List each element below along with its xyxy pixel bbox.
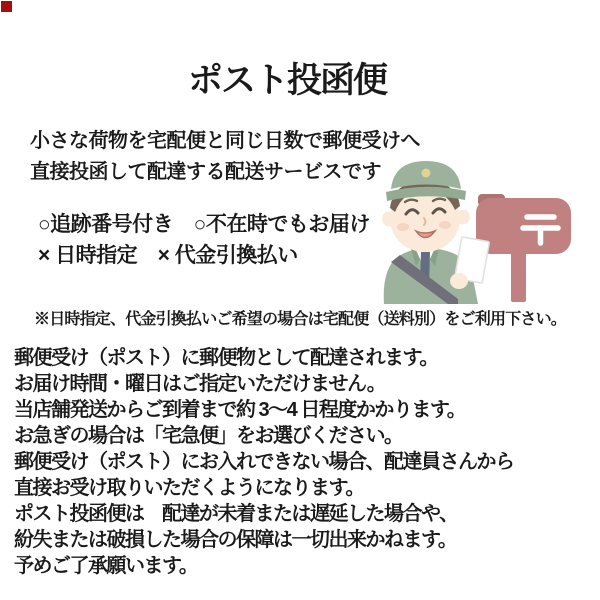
delivery-details-line: 郵便受け（ポスト）に郵便物として配達されます。: [14, 347, 438, 369]
delivery-details-line: 予めご了承願います。: [14, 555, 198, 577]
feature-line-excluded: × 日時指定 × 代金引換払い: [38, 244, 298, 267]
page-title: ポスト投函便: [187, 61, 386, 100]
delivery-details-line: お届け時間・曜日はご指定いただけません。: [14, 373, 386, 395]
postal-worker: [382, 161, 489, 304]
feature-line-included: ○追跡番号付き ○不在時でもお届け: [38, 213, 370, 236]
postal-worker-mailbox-illustration: [378, 156, 578, 304]
delivery-details-line: お急ぎの場合は「宅急便」をお選びください。: [14, 425, 403, 447]
cap-emblem: [422, 169, 431, 178]
worker-hand: [450, 273, 468, 289]
service-description-line: 小さな荷物を宅配便と同じ日数で郵便受けへ: [30, 130, 420, 152]
delivery-details-line: ポスト投函便は 配達が未着または遅延した場合や、: [14, 503, 458, 525]
delivery-details-line: 当店舗発送からご到着まで約 3～4 日程度かかります。: [14, 399, 466, 421]
service-description-line: 直接投函して配達する配送サービスです: [30, 161, 381, 183]
delivery-details-line: 紛失または破損した場合の保障は一切出来かねます。: [14, 529, 457, 551]
delivery-details-line: 郵便受け（ポスト）にお入れできない場合、配達員さんから: [14, 451, 514, 473]
feature-list: [38, 209, 370, 271]
delivery-details-line: 直接お受け取りいただくようになります。: [14, 477, 364, 499]
mailbox-icon: [476, 194, 571, 302]
worker-blush-right: [439, 221, 451, 229]
corner-mark: [1, 1, 12, 12]
worker-blush-left: [397, 223, 409, 231]
footnote: ※日時指定、代金引換払いご希望の場合は宅配便（送料別）をご利用下さい。: [34, 311, 567, 328]
service-description: [30, 126, 420, 188]
delivery-details: [14, 345, 514, 579]
